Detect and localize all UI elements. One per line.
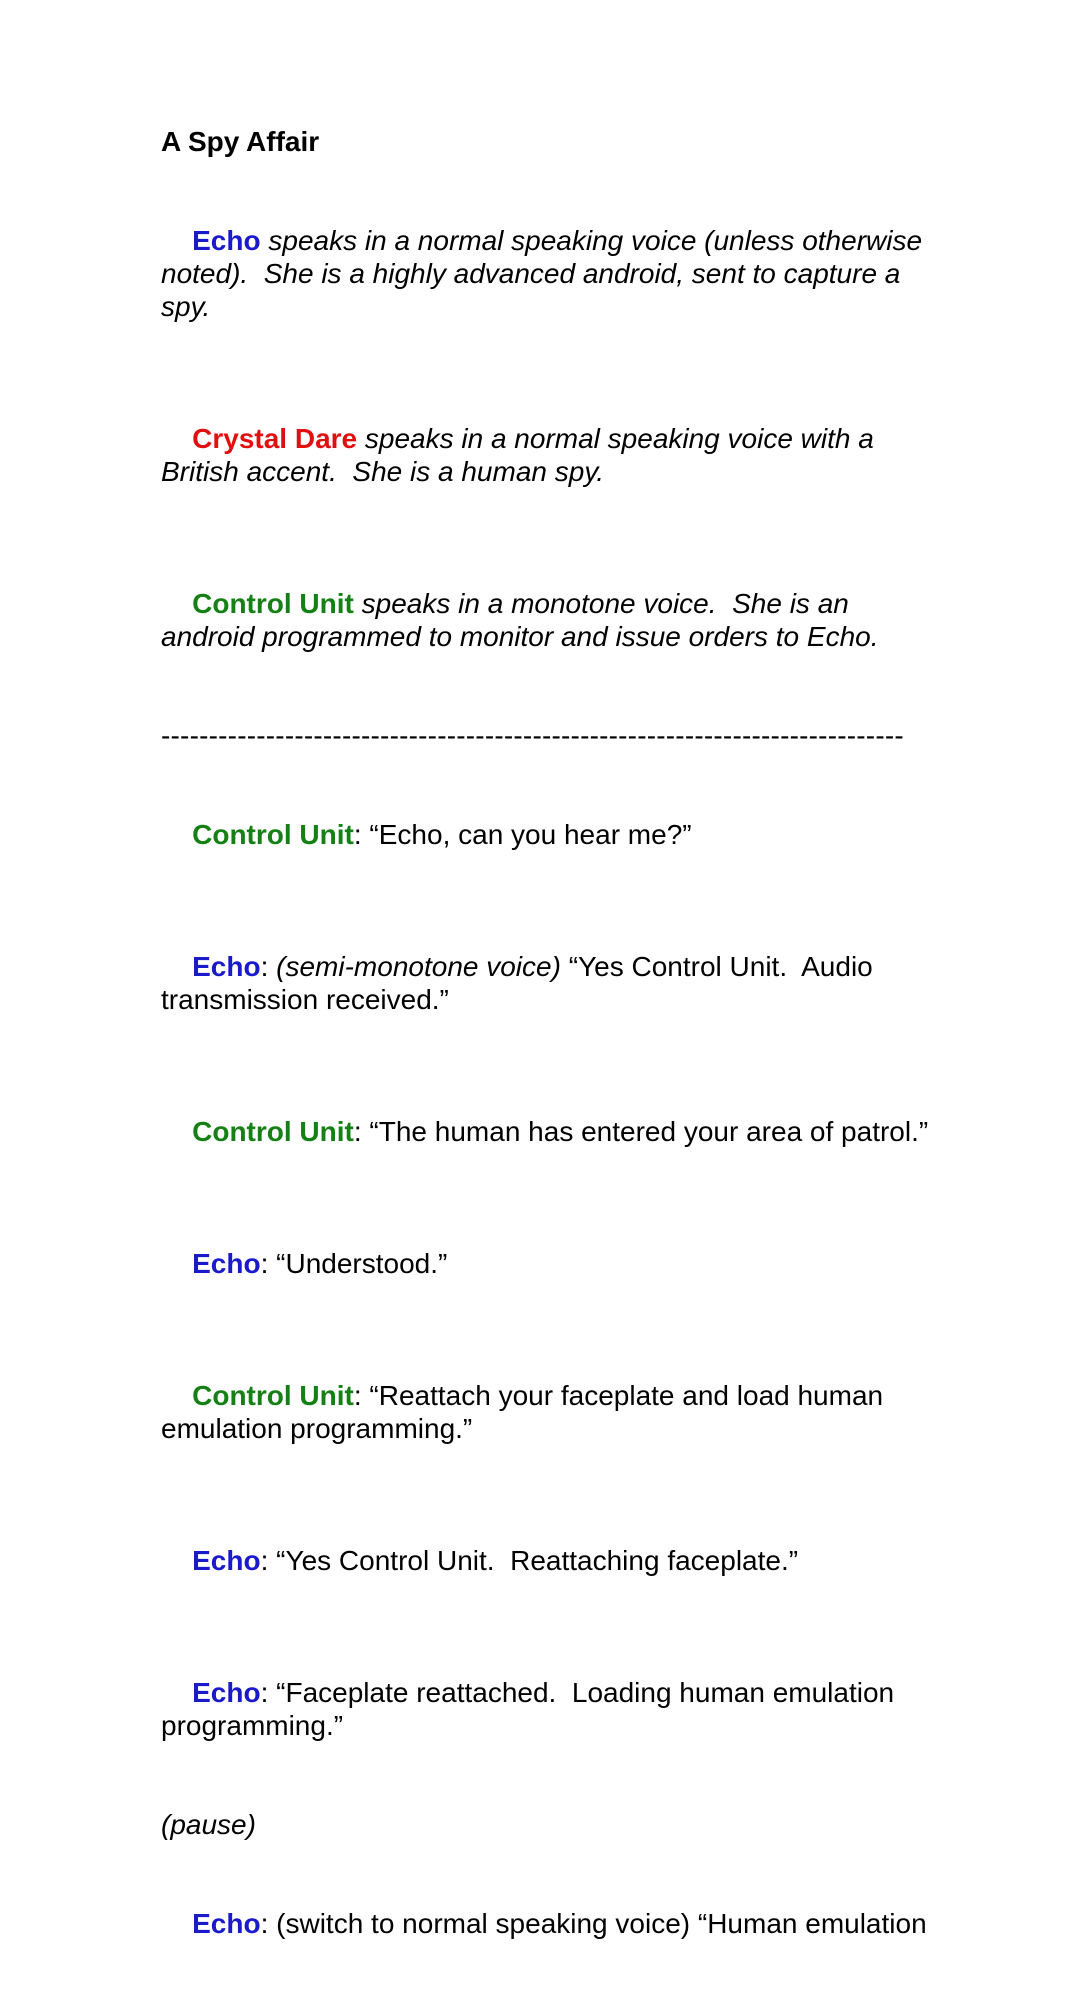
dialogue-text: : (switch to normal speaking voice) “Human emulation	[260, 1908, 927, 1939]
dialogue-text: “Yes Control Unit. Audio transmission received.”	[161, 951, 873, 1015]
stage-direction: (pause)	[161, 1809, 256, 1840]
dialogue-line	[161, 1511, 931, 1610]
dialogue-text: : “The human has entered your area of patrol.”	[353, 1116, 929, 1147]
speaker-name: Control Unit	[192, 1380, 354, 1411]
character-desc-text: speaks in a normal speaking voice with a British accent. She is a human spy.	[161, 423, 874, 487]
character-name: Control Unit	[192, 588, 354, 619]
section-divider: ------------------------------------------------------------------------------	[161, 720, 904, 751]
dialogue-text: : “Yes Control Unit. Reattaching faceplate.”	[260, 1545, 799, 1576]
character-desc-text: speaks in a monotone voice. She is an android programmed to monitor and issue orders to Echo.	[161, 588, 879, 652]
dialogue-separator: :	[260, 951, 277, 982]
speaker-name: Echo	[192, 951, 261, 982]
speaker-name: Control Unit	[192, 819, 354, 850]
dialogue-line	[161, 785, 931, 884]
dialogue-line	[161, 1082, 931, 1181]
dialogue-text: : “Faceplate reattached. Loading human emulation programming.”	[161, 1677, 895, 1741]
speaker-name: Echo	[192, 1908, 261, 1939]
character-name: Echo	[192, 225, 261, 256]
speaker-name: Echo	[192, 1248, 261, 1279]
character-desc-text: speaks in a normal speaking voice (unless otherwise noted). She is a highly advanced android, sent to capture a spy.	[161, 225, 923, 322]
dialogue-line	[161, 1643, 931, 1775]
character-description	[161, 191, 931, 356]
stage-direction: (semi-monotone voice)	[276, 951, 561, 982]
dialogue-text: : “Understood.”	[260, 1248, 448, 1279]
dialogue-text: : “Echo, can you hear me?”	[353, 819, 692, 850]
dialogue-line	[161, 1346, 931, 1478]
character-description	[161, 554, 931, 686]
dialogue-line	[161, 1214, 931, 1313]
speaker-name: Echo	[192, 1677, 261, 1708]
character-name: Crystal Dare	[192, 423, 358, 454]
dialogue-text: : “Reattach your faceplate and load human emulation programming.”	[161, 1380, 884, 1444]
character-description	[161, 389, 931, 521]
speaker-name: Control Unit	[192, 1116, 354, 1147]
dialogue-line	[161, 917, 931, 1049]
script-page	[161, 125, 931, 2006]
speaker-name: Echo	[192, 1545, 261, 1576]
script-title: A Spy Affair	[161, 126, 320, 157]
dialogue-line	[161, 1874, 931, 1973]
